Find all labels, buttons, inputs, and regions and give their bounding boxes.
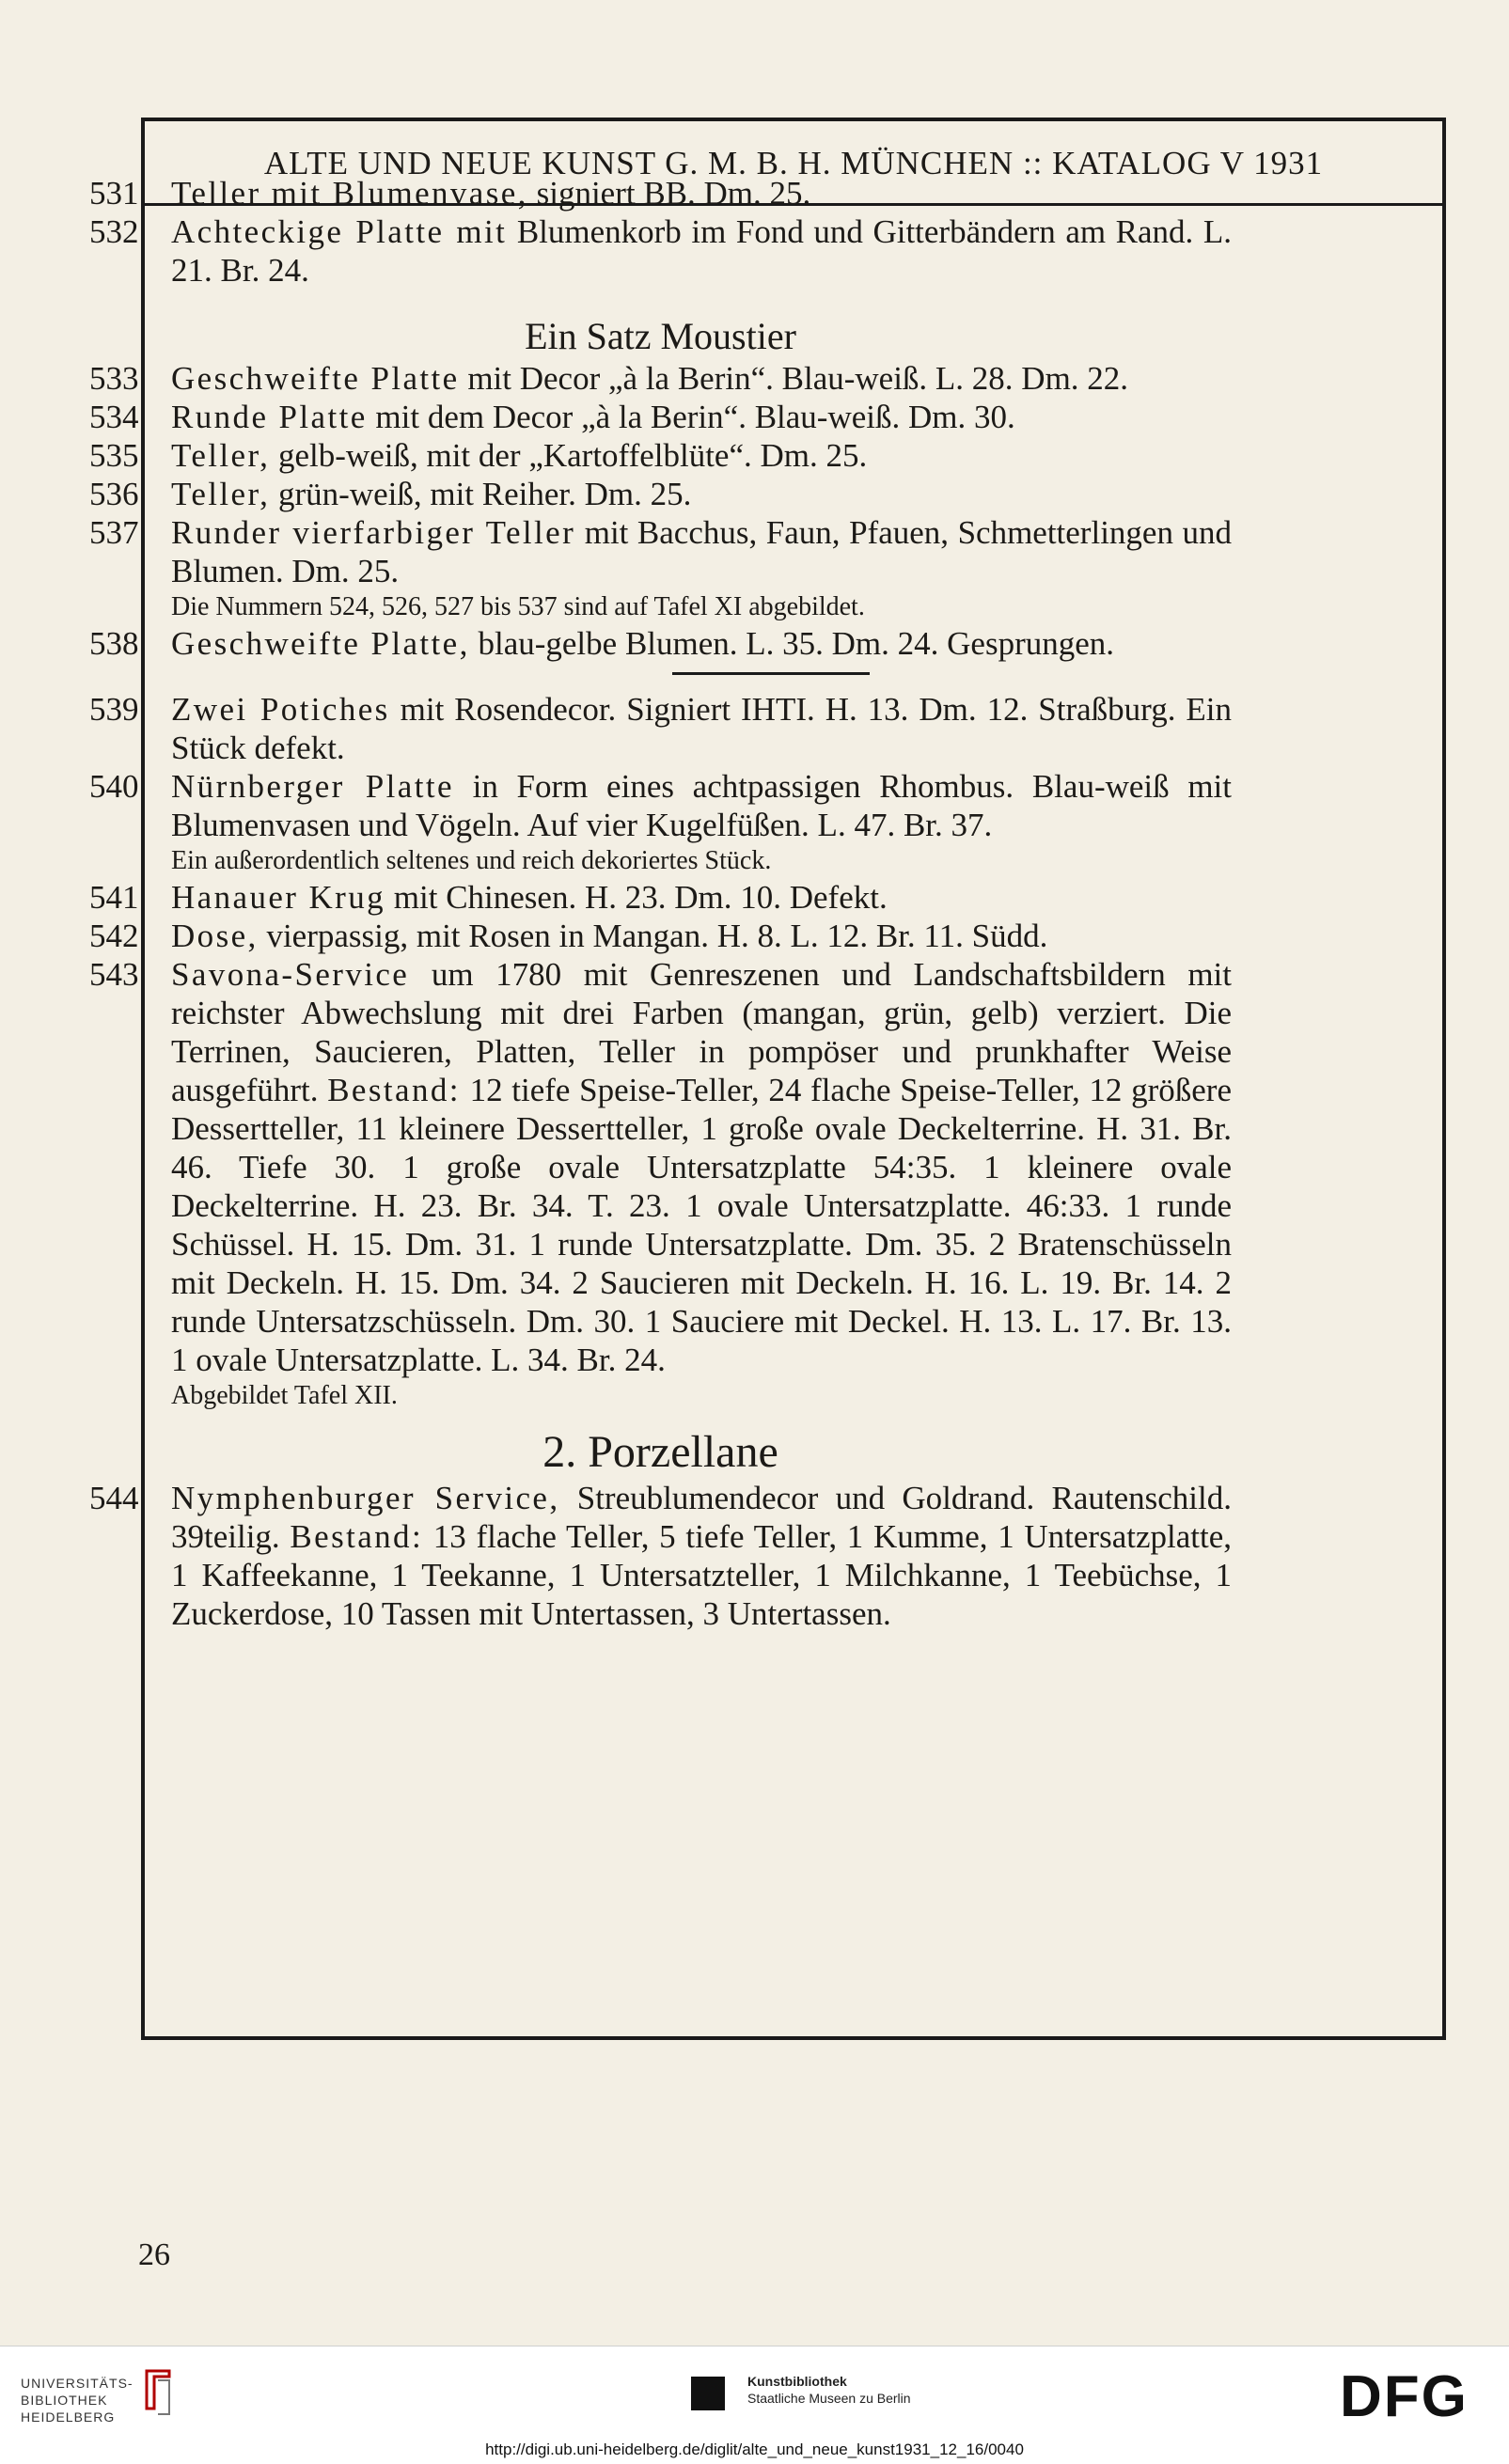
entry-description: signiert BB. Dm. 25.: [527, 175, 811, 212]
entry-text: [171, 398, 1232, 436]
entry-number: 531: [89, 175, 139, 212]
catalog-entry-533: [89, 359, 1232, 398]
entry-description: grün-weiß, mit Reiher. Dm. 25.: [270, 476, 692, 512]
entry-number: 535: [89, 437, 139, 474]
entry-text: [171, 513, 1232, 590]
section-divider: [672, 672, 870, 675]
entry-description: in Form eines achtpassigen Rhombus. Blau-weiß mit Blumenvasen und Vögeln. Auf vier Kugelfüßen. L. 47. Br. 37.: [171, 768, 1233, 843]
catalog-entry-535: [89, 436, 1232, 475]
page-number: 26: [138, 2237, 170, 2272]
section-heading-porzellane: 2. Porzellane: [542, 1427, 778, 1477]
university-library-label: [21, 2375, 134, 2425]
plate-note-xii: Abgebildet Tafel XII.: [171, 1381, 398, 1410]
kunstbibliothek-label: [747, 2373, 911, 2407]
entry-number: 539: [89, 691, 139, 728]
catalog-entry-542: [89, 917, 1232, 955]
entry-description: Blumenkorb im Fond und Gitterbändern am Rand. L. 21. Br. 24.: [171, 213, 1232, 289]
entry-description: blau-gelbe Blumen. L. 35. Dm. 24. Gesprungen.: [469, 625, 1115, 662]
section-heading-moustier: Ein Satz Moustier: [525, 315, 796, 357]
kb-name: Kunstbibliothek: [747, 2374, 847, 2389]
entry-description: mit dem Decor „à la Berin“. Blau-weiß. Dm. 30.: [367, 399, 1015, 435]
entry-lead: Achteckige Platte mit: [171, 213, 508, 250]
entry-description: um 1780 mit Genreszenen und Landschaftsbildern mit reichster Abwechslung mit drei Farben (mangan, grün, gelb) verziert. Die Terrinen, Saucieren, Platten, Teller in pompöser und prunkhafter Weise ausgeführt.: [171, 956, 1232, 1108]
catalog-content: [89, 174, 1232, 1633]
running-header: ALTE UND NEUE KUNST G. M. B. H. MÜNCHEN :: KATALOG V 1931: [145, 121, 1442, 206]
university-seal-icon: [141, 2367, 175, 2418]
entry-description-bestand: 12 tiefe Speise-Teller, 24 flache Speise-Teller, 12 größere Dessertteller, 11 kleinere Dessertteller, 1 große ovale Deckelterrine. H. 31. Br. 46. Tiefe 30. 1 große ovale Untersatzplatte 54:35. 1 kleinere ovale Deckelterrine. H. 23. Br. 34. T. 23. 1 ovale Untersatzplatte. 46:33. 1 runde Schüssel. H. 15. Dm. 31. 1 runde Untersatzplatte. Dm. 35. 2 Bratenschüsseln mit Deckeln. H. 15. Dm. 34. 2 Saucieren mit Deckeln. H. 16. L. 19. Br. 14. 2 runde Untersatzschüsseln. Dm. 30. 1 Sauciere mit Deckel. H. 13. L. 17. Br. 13. 1 ovale Untersatzplatte. L. 34. Br. 24.: [171, 1072, 1232, 1378]
entry-number: 534: [89, 399, 139, 435]
entry-number: 543: [89, 956, 139, 993]
entry-number: 540: [89, 768, 139, 805]
entry-description: mit Chinesen. H. 23. Dm. 10. Defekt.: [385, 879, 888, 916]
entry-description-bestand: 13 flache Teller, 5 tiefe Teller, 1 Kumme, 1 Untersatzplatte, 1 Kaffeekanne, 1 Teekanne, 1 Untersatzteller, 1 Milchkanne, 1 Teebüchse, 1 Zuckerdose, 10 Tassen mit Untertassen, 3 Untertassen.: [171, 1518, 1232, 1632]
entry-lead: Zwei Potiches: [171, 691, 390, 728]
dfg-logo: DFG: [1340, 2364, 1469, 2429]
entry-text: [171, 359, 1232, 398]
catalog-entry-540: [89, 767, 1232, 844]
entry-description: mit Decor „à la Berin“. Blau-weiß. L. 28. Dm. 22.: [459, 360, 1129, 397]
kb-subtitle: Staatliche Museen zu Berlin: [747, 2391, 911, 2406]
entry-text: [171, 690, 1232, 767]
plate-note: Die Nummern 524, 526, 527 bis 537 sind auf Tafel XI abgebildet.: [171, 592, 865, 621]
entry-text: [171, 878, 1232, 917]
catalog-entry-541: [89, 878, 1232, 917]
entry-lead: Teller,: [171, 437, 271, 474]
catalog-entry-544: [89, 1479, 1232, 1633]
entry-number: 544: [89, 1480, 139, 1516]
entry-lead-bestand: Bestand:: [327, 1072, 461, 1108]
entry-lead: Geschweifte Platte: [171, 360, 460, 397]
entry-lead: Geschweifte Platte,: [171, 625, 470, 662]
catalog-entry-534: [89, 398, 1232, 436]
entry-lead-bestand: Bestand:: [290, 1518, 424, 1555]
entry-lead: Hanauer Krug: [171, 879, 386, 916]
entry-lead: Nürnberger Platte: [171, 768, 454, 805]
entry-text: [171, 174, 1232, 212]
catalog-entry-543: [89, 955, 1232, 1379]
entry-text: [171, 436, 1232, 475]
entry-description: mit Bacchus, Faun, Pfauen, Schmetterlingen und Blumen. Dm. 25.: [171, 514, 1232, 589]
entry-number: 537: [89, 514, 139, 551]
entry-lead: Runde Platte: [171, 399, 368, 435]
catalog-entry-536: [89, 475, 1232, 513]
entry-lead: Savona-Service: [171, 956, 410, 993]
entry-text: [171, 624, 1232, 663]
uni-line-2: BIBLIOTHEK: [21, 2393, 108, 2408]
catalog-entry-532: [89, 212, 1232, 290]
entry-text: [171, 955, 1232, 1379]
entry-lead: Runder vierfarbiger Teller: [171, 514, 576, 551]
entry-number: 533: [89, 360, 139, 397]
entry-lead: Nymphenburger Service,: [171, 1480, 560, 1516]
entry-description: gelb-weiß, mit der „Kartoffelblüte“. Dm. 25.: [270, 437, 868, 474]
uni-line-3: HEIDELBERG: [21, 2409, 116, 2425]
entry-number: 542: [89, 918, 139, 954]
entry-text: [171, 767, 1232, 844]
digitization-footer: [0, 2346, 1509, 2464]
entry-text: [171, 1479, 1232, 1633]
entry-number: 536: [89, 476, 139, 512]
catalog-entry-531: [89, 174, 1232, 212]
source-url-link[interactable]: http://digi.ub.uni-heidelberg.de/diglit/alte_und_neue_kunst1931_12_16/0040: [485, 2440, 1024, 2458]
uni-line-1: UNIVERSITÄTS-: [21, 2376, 134, 2391]
catalog-entry-539: [89, 690, 1232, 767]
entry-description: mit Rosendecor. Signiert IHTI. H. 13. Dm. 12. Straßburg. Ein Stück defekt.: [171, 691, 1232, 766]
entry-text: [171, 917, 1232, 955]
entry-lead: Teller mit Blumenvase,: [171, 175, 528, 212]
entry-description: vierpassig, mit Rosen in Mangan. H. 8. L. 12. Br. 11. Südd.: [258, 918, 1048, 954]
entry-number: 541: [89, 879, 139, 916]
entry-text: [171, 212, 1232, 290]
entry-number: 532: [89, 213, 139, 250]
entry-text: [171, 475, 1232, 513]
entry-lead: Dose,: [171, 918, 259, 954]
kunstbibliothek-logo-icon: [691, 2377, 725, 2410]
catalog-entry-537: [89, 513, 1232, 590]
catalog-entry-538: [89, 624, 1232, 663]
entry-lead: Teller,: [171, 476, 271, 512]
rarity-note: Ein außerordentlich seltenes und reich dekoriertes Stück.: [171, 846, 772, 875]
entry-description: Streublumendecor und Goldrand. Rautenschild. 39teilig.: [171, 1480, 1232, 1555]
entry-number: 538: [89, 625, 139, 662]
